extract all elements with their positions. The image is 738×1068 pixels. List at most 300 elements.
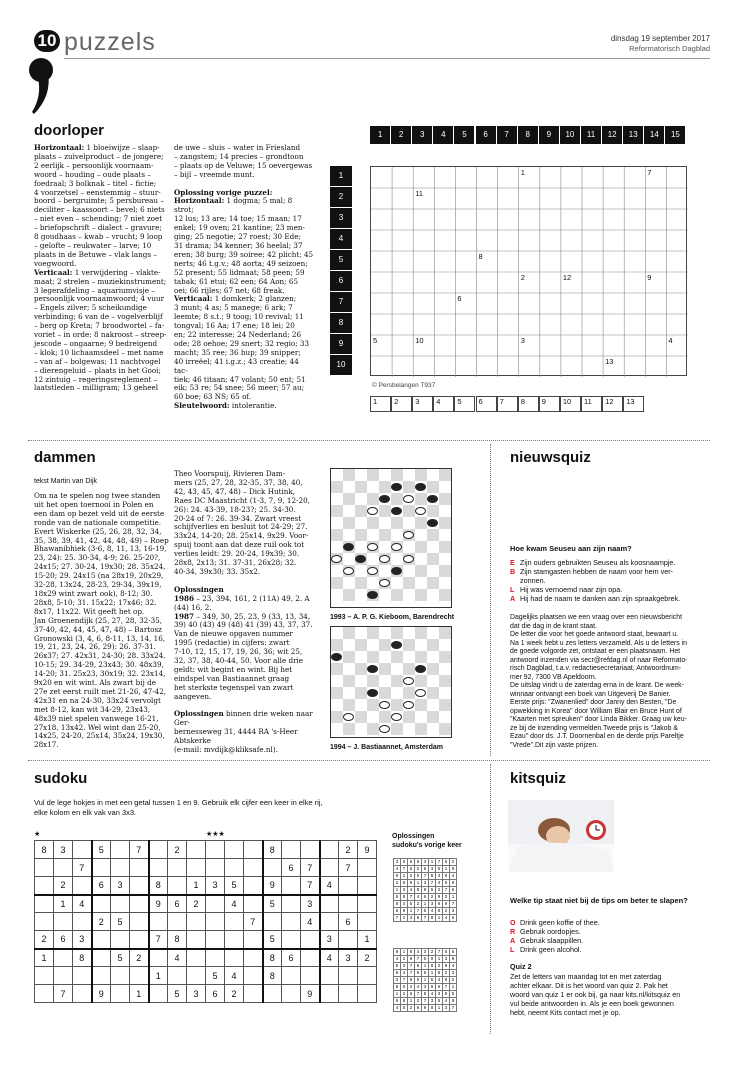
- doorloper-col1-line: verbinding; 6 van de – vogelverblijf: [34, 312, 163, 322]
- sudoku-cell[interactable]: [320, 967, 339, 985]
- sudoku-cell[interactable]: [301, 841, 320, 859]
- sudoku-cell[interactable]: 9: [92, 985, 111, 1003]
- black-piece[interactable]: [391, 483, 402, 491]
- white-piece[interactable]: [343, 713, 354, 721]
- dammen-col2-line: verlies leidt: 29. 20-24, 19x39; 30.: [174, 549, 300, 559]
- sudoku-cell[interactable]: [320, 895, 339, 913]
- doorloper-key-cell[interactable]: 7: [497, 396, 518, 412]
- sudoku-cell[interactable]: 5: [225, 877, 244, 895]
- sudoku-cell[interactable]: [187, 859, 206, 877]
- solution-cell: 9: [443, 991, 450, 998]
- doorloper-col2-line: – plaats op de Veluwe; 15 oevergewas: [174, 160, 313, 170]
- sudoku-cell[interactable]: [92, 931, 111, 949]
- solution-cell: 1: [450, 894, 457, 901]
- doorloper-key-cell[interactable]: 13: [623, 396, 644, 412]
- sudoku-cell[interactable]: [168, 913, 187, 931]
- solution-cell: 2: [429, 894, 436, 901]
- kitsquiz-question: Welke tip staat niet bij de tips om beter te slapen?: [510, 896, 688, 905]
- sudoku-cell[interactable]: 5: [111, 913, 130, 931]
- black-piece[interactable]: [343, 543, 354, 551]
- sudoku-cell[interactable]: 1: [149, 967, 168, 985]
- sudoku-cell[interactable]: 2: [225, 985, 244, 1003]
- sudoku-cell[interactable]: [244, 985, 263, 1003]
- board-square: [439, 517, 451, 529]
- white-piece[interactable]: [367, 507, 378, 515]
- solution-cell: 2: [408, 984, 415, 991]
- sudoku-cell[interactable]: 3: [73, 931, 92, 949]
- doorloper-col2-line: eik; 53 re; 54 snee; 56 meer; 57 au;: [174, 383, 305, 393]
- sudoku-cell[interactable]: 3: [187, 985, 206, 1003]
- sudoku-cell[interactable]: 4: [225, 967, 244, 985]
- sudoku-cell[interactable]: 8: [35, 841, 54, 859]
- kitsquiz-options[interactable]: [510, 918, 710, 954]
- nieuwsquiz-options[interactable]: [510, 558, 710, 603]
- sudoku-cell[interactable]: [149, 949, 168, 967]
- kitsquiz-option[interactable]: [510, 945, 710, 954]
- white-piece[interactable]: [379, 555, 390, 563]
- doorloper-col-header: 12: [602, 126, 622, 144]
- board-square: [355, 577, 367, 589]
- nieuwsquiz-option[interactable]: [510, 567, 710, 576]
- sudoku-cell[interactable]: [111, 841, 130, 859]
- sudoku-cell[interactable]: [339, 967, 358, 985]
- white-piece[interactable]: [379, 579, 390, 587]
- black-piece[interactable]: [427, 495, 438, 503]
- black-piece[interactable]: [391, 641, 402, 649]
- doorloper-col1-line: boord – bergruimte; 5 persbureau –: [34, 196, 164, 206]
- doorloper-key-cell[interactable]: 5: [454, 396, 475, 412]
- board-square: [331, 577, 343, 589]
- sudoku-cell[interactable]: [358, 985, 377, 1003]
- sudoku-cell[interactable]: [73, 913, 92, 931]
- sudoku-cell[interactable]: [358, 877, 377, 895]
- sudoku-grid-2[interactable]: [205, 840, 377, 1003]
- sudoku-cell[interactable]: [225, 931, 244, 949]
- nieuwsquiz-option[interactable]: [510, 594, 710, 603]
- sudoku-cell[interactable]: [339, 895, 358, 913]
- sudoku-cell[interactable]: 4: [301, 913, 320, 931]
- sudoku-cell[interactable]: [244, 841, 263, 859]
- board-square: [391, 651, 403, 663]
- sudoku-cell[interactable]: [149, 841, 168, 859]
- sudoku-cell[interactable]: 5: [92, 841, 111, 859]
- sudoku-cell[interactable]: 2: [54, 877, 73, 895]
- sudoku-cell[interactable]: [92, 967, 111, 985]
- sudoku-solutions-title: Oplossingen sudoku's vorige keer: [392, 833, 462, 849]
- sudoku-cell[interactable]: [54, 967, 73, 985]
- black-piece[interactable]: [355, 555, 366, 563]
- doorloper-key-cell[interactable]: 4: [433, 396, 454, 412]
- board-square: [367, 627, 379, 639]
- sudoku-cell[interactable]: 4: [225, 895, 244, 913]
- sudoku-cell[interactable]: [263, 859, 282, 877]
- sudoku-cell[interactable]: 9: [358, 841, 377, 859]
- sudoku-cell[interactable]: 6: [168, 895, 187, 913]
- sudoku-cell[interactable]: 1: [35, 949, 54, 967]
- kitsquiz-option[interactable]: [510, 936, 710, 945]
- doorloper-key-cell[interactable]: 8: [518, 396, 539, 412]
- dammen-col1-line: 35, 38, 39, 41, 42, 44, 48, 49) – Roep: [34, 535, 169, 545]
- sudoku-cell[interactable]: [168, 877, 187, 895]
- doorloper-key-cell[interactable]: 9: [539, 396, 560, 412]
- sudoku-cell[interactable]: [244, 859, 263, 877]
- sudoku-cell[interactable]: [54, 913, 73, 931]
- sudoku-cell[interactable]: [92, 895, 111, 913]
- black-piece[interactable]: [391, 507, 402, 515]
- sudoku-cell[interactable]: 9: [301, 985, 320, 1003]
- kitsquiz-body-line: woord van quiz 1 er ook bij, ga naar kits.nl/kitsquiz en: [510, 990, 681, 999]
- sudoku-cell[interactable]: [92, 949, 111, 967]
- sudoku-cell[interactable]: 6: [339, 913, 358, 931]
- sudoku-cell[interactable]: [92, 859, 111, 877]
- sudoku-cell[interactable]: [111, 859, 130, 877]
- sudoku-cell[interactable]: 7: [130, 841, 149, 859]
- solution-cell: 3: [401, 963, 408, 970]
- sudoku-cell[interactable]: 3: [301, 895, 320, 913]
- sudoku-cell[interactable]: 7: [339, 859, 358, 877]
- sudoku-cell[interactable]: [206, 895, 225, 913]
- black-piece[interactable]: [379, 495, 390, 503]
- sudoku-cell[interactable]: [301, 949, 320, 967]
- sudoku-cell[interactable]: [111, 931, 130, 949]
- sudoku-cell[interactable]: 4: [320, 949, 339, 967]
- white-piece[interactable]: [343, 567, 354, 575]
- sudoku-cell[interactable]: 2: [168, 841, 187, 859]
- sudoku-cell[interactable]: 7: [301, 859, 320, 877]
- white-piece[interactable]: [391, 543, 402, 551]
- doorloper-cell-number: 7: [647, 168, 652, 177]
- sudoku-cell[interactable]: [225, 859, 244, 877]
- sudoku-cell[interactable]: 2: [339, 841, 358, 859]
- doorloper-grid[interactable]: [370, 166, 687, 376]
- doorloper-key-cell[interactable]: 12: [602, 396, 623, 412]
- sudoku-cell[interactable]: 7: [54, 985, 73, 1003]
- sudoku-cell[interactable]: [187, 913, 206, 931]
- sudoku-cell[interactable]: 6: [54, 931, 73, 949]
- sudoku-cell[interactable]: 1: [187, 877, 206, 895]
- sudoku-cell[interactable]: [35, 877, 54, 895]
- sudoku-cell[interactable]: 5: [263, 895, 282, 913]
- sudoku-cell[interactable]: 2: [187, 895, 206, 913]
- dammen-board-1993[interactable]: [330, 468, 452, 608]
- sudoku-cell[interactable]: [225, 841, 244, 859]
- solution-cell: 5: [422, 956, 429, 963]
- dammen-col1-line: 42x31 en na 24-30, 33x24 vervolgt: [34, 695, 161, 705]
- white-piece[interactable]: [367, 543, 378, 551]
- sudoku-cell[interactable]: 3: [54, 841, 73, 859]
- white-piece[interactable]: [403, 531, 414, 539]
- sudoku-cell[interactable]: [301, 967, 320, 985]
- board-square: [439, 675, 451, 687]
- solution-cell: 3: [443, 1005, 450, 1012]
- sudoku-cell[interactable]: [73, 985, 92, 1003]
- doorloper-cell-number: 5: [373, 336, 378, 345]
- sudoku-cell[interactable]: [225, 949, 244, 967]
- sudoku-cell[interactable]: 7: [73, 859, 92, 877]
- sudoku-cell[interactable]: [54, 949, 73, 967]
- sudoku-cell[interactable]: 7: [301, 877, 320, 895]
- sudoku-cell[interactable]: [206, 931, 225, 949]
- board-square: [403, 711, 415, 723]
- sudoku-cell[interactable]: [339, 931, 358, 949]
- solution-cell: 4: [443, 998, 450, 1005]
- doorloper-row-header: 1: [330, 166, 352, 186]
- sudoku-cell[interactable]: 8: [263, 967, 282, 985]
- sudoku-cell[interactable]: [282, 841, 301, 859]
- sudoku-cell[interactable]: 1: [130, 985, 149, 1003]
- sudoku-cell[interactable]: [320, 859, 339, 877]
- sudoku-cell[interactable]: [111, 967, 130, 985]
- sudoku-cell[interactable]: [35, 985, 54, 1003]
- solution-cell: 2: [450, 977, 457, 984]
- dammen-col2-line: geldt: wit begint en wint. Bij het: [174, 664, 293, 674]
- kitsquiz-title: kitsquiz: [510, 770, 566, 787]
- sudoku-cell[interactable]: 5: [263, 931, 282, 949]
- doorloper-key-cell[interactable]: 11: [581, 396, 602, 412]
- sudoku-cell[interactable]: [149, 859, 168, 877]
- sudoku-cell[interactable]: 1: [358, 931, 377, 949]
- doorloper-col1-line: – berg op Kreta; 7 broodwortel – fa-: [34, 321, 165, 331]
- black-piece[interactable]: [427, 519, 438, 527]
- sudoku-cell[interactable]: [187, 967, 206, 985]
- sudoku-cell[interactable]: [111, 895, 130, 913]
- sudoku-cell[interactable]: 1: [54, 895, 73, 913]
- sudoku-cell[interactable]: 8: [263, 841, 282, 859]
- sudoku-cell[interactable]: [282, 967, 301, 985]
- option-text: Hij had de naam te danken aan zijn spraakgebrek.: [520, 594, 681, 603]
- sudoku-cell[interactable]: 3: [111, 877, 130, 895]
- solution-cell: 2: [401, 956, 408, 963]
- white-piece[interactable]: [403, 701, 414, 709]
- sudoku-cell[interactable]: 3: [320, 931, 339, 949]
- sudoku-cell[interactable]: [35, 967, 54, 985]
- sudoku-cell[interactable]: 8: [263, 949, 282, 967]
- sudoku-cell[interactable]: 9: [263, 877, 282, 895]
- doorloper-title: doorloper: [34, 122, 104, 139]
- dammen-col2-line: aangeven.: [174, 691, 212, 701]
- doorloper-key-cell[interactable]: 2: [391, 396, 412, 412]
- solution-cell: 6: [415, 963, 422, 970]
- board-square: [427, 687, 439, 699]
- white-piece[interactable]: [415, 507, 426, 515]
- section-title: puzzels: [64, 28, 156, 56]
- sudoku-cell[interactable]: 6: [282, 949, 301, 967]
- sudoku-cell[interactable]: [282, 931, 301, 949]
- nieuwsquiz-option[interactable]: [510, 576, 710, 585]
- white-piece[interactable]: [403, 677, 414, 685]
- sudoku-cell[interactable]: [130, 895, 149, 913]
- black-piece[interactable]: [391, 567, 402, 575]
- nieuwsquiz-option[interactable]: [510, 585, 710, 594]
- sudoku-cell[interactable]: [73, 967, 92, 985]
- doorloper-key-cell[interactable]: 3: [412, 396, 433, 412]
- sudoku-cell[interactable]: [206, 949, 225, 967]
- solution-cell: 2: [408, 873, 415, 880]
- black-piece[interactable]: [415, 665, 426, 673]
- sudoku-cell[interactable]: [263, 985, 282, 1003]
- sudoku-cell[interactable]: [54, 859, 73, 877]
- sudoku-cell[interactable]: [168, 859, 187, 877]
- solution-cell: 7: [436, 859, 443, 866]
- doorloper-col2-line: tiek; 46 titaan; 47 volant; 50 ent; 51: [174, 374, 306, 384]
- sudoku-cell[interactable]: 2: [130, 949, 149, 967]
- dammen-col2-line: Theo Voorspuij, Rivieren Dam-: [174, 469, 286, 478]
- doorloper-col2-line: tabak; 61 etui; 62 een; 64 Aon; 65: [174, 276, 299, 286]
- sudoku-cell[interactable]: [358, 859, 377, 877]
- board-square: [379, 481, 391, 493]
- sudoku-cell[interactable]: 3: [206, 877, 225, 895]
- doorloper-key-cell[interactable]: 6: [476, 396, 497, 412]
- board-square: [355, 529, 367, 541]
- nieuwsquiz-option[interactable]: [510, 558, 710, 567]
- white-piece[interactable]: [403, 555, 414, 563]
- solution-cell: 4: [394, 866, 401, 873]
- sudoku-cell[interactable]: [111, 985, 130, 1003]
- sudoku-cell[interactable]: 2: [35, 931, 54, 949]
- sudoku-cell[interactable]: 2: [358, 949, 377, 967]
- sudoku-cell[interactable]: [73, 877, 92, 895]
- sudoku-cell[interactable]: [187, 949, 206, 967]
- white-piece[interactable]: [379, 725, 390, 733]
- board-square: [391, 627, 403, 639]
- sudoku-cell[interactable]: [206, 859, 225, 877]
- sudoku-cell[interactable]: [149, 913, 168, 931]
- sudoku-cell[interactable]: 5: [206, 967, 225, 985]
- sudoku-cell[interactable]: [244, 967, 263, 985]
- board-square: [355, 639, 367, 651]
- sudoku-cell[interactable]: [35, 895, 54, 913]
- sudoku-cell[interactable]: 4: [168, 949, 187, 967]
- sudoku-cell[interactable]: [149, 985, 168, 1003]
- doorloper-key-cell[interactable]: 1: [370, 396, 391, 412]
- kitsquiz-option[interactable]: [510, 918, 710, 927]
- sudoku-grid-1[interactable]: [34, 840, 206, 1003]
- doorloper-col1-line: Horizontaal: 1 bloeiwijze – slaap-: [34, 143, 160, 152]
- sudoku-cell[interactable]: [244, 877, 263, 895]
- sudoku-cell[interactable]: 2: [92, 913, 111, 931]
- solution-cell: 6: [443, 859, 450, 866]
- sudoku-cell[interactable]: [358, 967, 377, 985]
- white-piece[interactable]: [379, 701, 390, 709]
- kitsquiz-body-line: vul beide antwoorden in. Als je een boek gewonnen: [510, 999, 674, 1008]
- sudoku-cell[interactable]: 6: [206, 985, 225, 1003]
- sudoku-cell[interactable]: [282, 895, 301, 913]
- black-piece[interactable]: [367, 689, 378, 697]
- sudoku-cell[interactable]: [187, 931, 206, 949]
- dammen-col2-line: 1995 (redactie) in cijfers: zwart: [174, 638, 290, 648]
- sudoku-cell[interactable]: [358, 913, 377, 931]
- board-square: [415, 675, 427, 687]
- sudoku-cell[interactable]: 8: [168, 931, 187, 949]
- sudoku-cell[interactable]: 8: [149, 877, 168, 895]
- sudoku-cell[interactable]: [244, 931, 263, 949]
- sudoku-cell[interactable]: [225, 913, 244, 931]
- black-piece[interactable]: [415, 483, 426, 491]
- sudoku-cell[interactable]: 5: [168, 985, 187, 1003]
- sudoku-cell[interactable]: 7: [149, 931, 168, 949]
- divider-2: [28, 760, 710, 761]
- sudoku-cell[interactable]: [263, 913, 282, 931]
- dammen-board-1994[interactable]: [330, 626, 452, 738]
- solution-cell: 3: [422, 949, 429, 956]
- sudoku-cell[interactable]: [282, 985, 301, 1003]
- sudoku-cell[interactable]: [339, 877, 358, 895]
- nieuwsquiz-body-line: Na 1 week hebt u zes letters verzameld. Als u de letters in: [510, 639, 687, 647]
- sudoku-cell[interactable]: [130, 859, 149, 877]
- sudoku-cell[interactable]: [282, 877, 301, 895]
- sudoku-cell[interactable]: [282, 913, 301, 931]
- sudoku-cell[interactable]: [339, 985, 358, 1003]
- white-piece[interactable]: [403, 495, 414, 503]
- sudoku-cell[interactable]: [244, 949, 263, 967]
- doorloper-col2-line: 40 irreëel; 41 i.g.z.; 43 creatie; 44 tac-: [174, 356, 299, 375]
- sudoku-cell[interactable]: [320, 985, 339, 1003]
- white-piece[interactable]: [391, 713, 402, 721]
- sudoku-cell[interactable]: [130, 877, 149, 895]
- board-square: [367, 723, 379, 735]
- sudoku-cell[interactable]: 8: [73, 949, 92, 967]
- sudoku-cell[interactable]: 9: [149, 895, 168, 913]
- sudoku-cell[interactable]: [320, 841, 339, 859]
- board-square: [439, 589, 451, 601]
- black-piece[interactable]: [367, 665, 378, 673]
- solution-cell: 7: [422, 915, 429, 922]
- sudoku-cell[interactable]: [187, 841, 206, 859]
- white-piece[interactable]: [367, 567, 378, 575]
- solution-cell: 8: [401, 894, 408, 901]
- black-piece[interactable]: [367, 591, 378, 599]
- sudoku-cell[interactable]: [73, 841, 92, 859]
- sudoku-cell[interactable]: [244, 895, 263, 913]
- sudoku-cell[interactable]: 7: [244, 913, 263, 931]
- doorloper-clues-col1: [34, 144, 169, 393]
- sudoku-cell[interactable]: [206, 841, 225, 859]
- solution-cell: 6: [401, 880, 408, 887]
- doorloper-col2-line: macht; 35 ree; 36 hup; 39 snipper;: [174, 347, 301, 357]
- sudoku-cell[interactable]: 4: [73, 895, 92, 913]
- solution-cell: 2: [401, 991, 408, 998]
- sudoku-cell[interactable]: [130, 913, 149, 931]
- doorloper-col-header: 4: [433, 126, 453, 144]
- sudoku-cell[interactable]: 5: [111, 949, 130, 967]
- sudoku-cell[interactable]: [168, 967, 187, 985]
- kitsquiz-body: [510, 972, 715, 1017]
- white-piece[interactable]: [415, 689, 426, 697]
- sudoku-cell[interactable]: [130, 931, 149, 949]
- doorloper-col1-line: voegwoord.: [34, 258, 77, 268]
- kitsquiz-option[interactable]: [510, 927, 710, 936]
- sudoku-cell[interactable]: [358, 895, 377, 913]
- sudoku-cell[interactable]: [130, 967, 149, 985]
- doorloper-col2-line: 12 lus; 13 are; 14 toe; 15 maan; 17: [174, 214, 302, 224]
- solution-cell: 3: [429, 998, 436, 1005]
- solution-cell: 9: [429, 984, 436, 991]
- sudoku-cell[interactable]: [301, 931, 320, 949]
- white-piece[interactable]: [331, 555, 342, 563]
- black-piece[interactable]: [331, 653, 342, 661]
- sudoku-cell[interactable]: 4: [320, 877, 339, 895]
- doorloper-key-cell[interactable]: 10: [560, 396, 581, 412]
- sudoku-cell[interactable]: 6: [92, 877, 111, 895]
- divider-v2: [490, 764, 491, 1034]
- solution-cell: 3: [401, 887, 408, 894]
- sudoku-cell[interactable]: [35, 913, 54, 931]
- sudoku-cell[interactable]: 3: [339, 949, 358, 967]
- sudoku-cell[interactable]: [320, 913, 339, 931]
- sudoku-cell[interactable]: [35, 859, 54, 877]
- sudoku-cell[interactable]: 6: [282, 859, 301, 877]
- sudoku-cell[interactable]: [206, 913, 225, 931]
